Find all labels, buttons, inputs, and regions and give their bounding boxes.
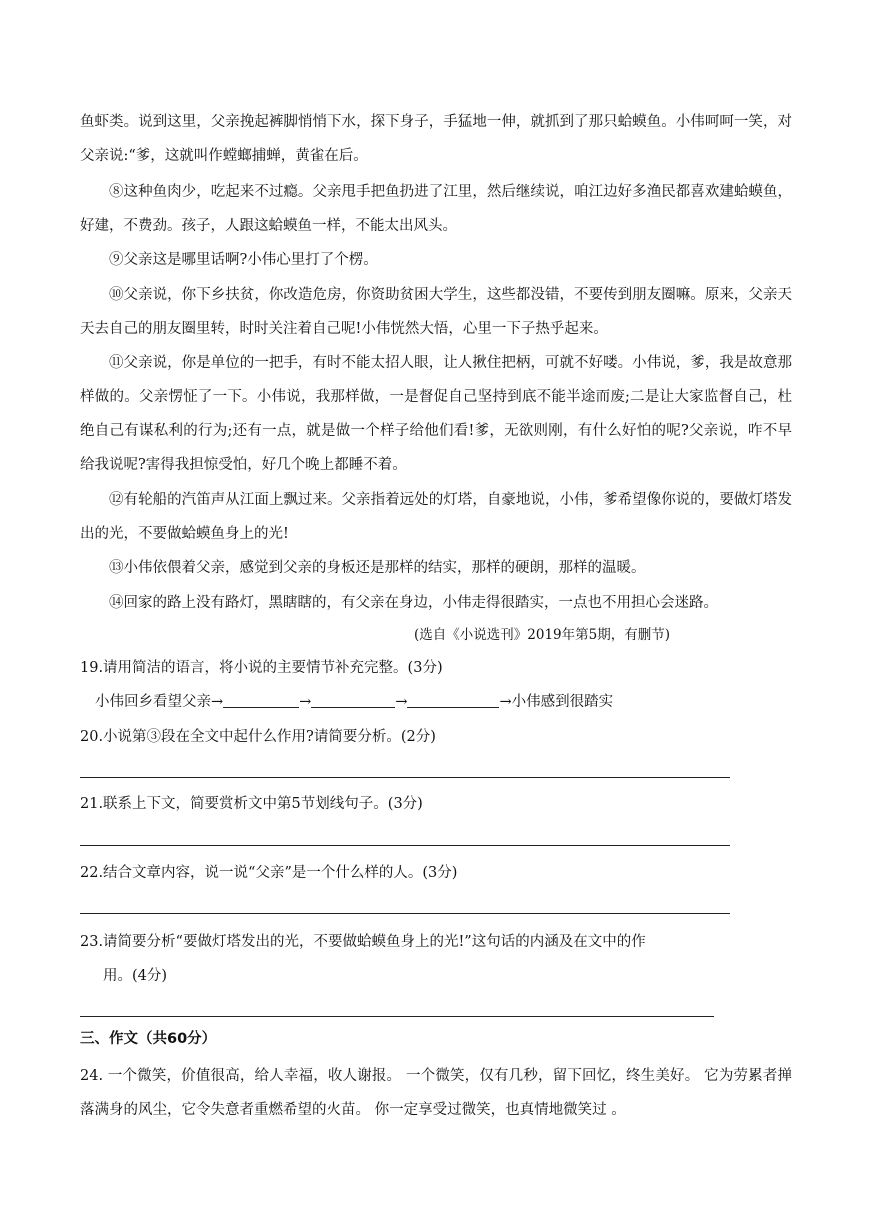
question-20: 20.小说第③段在全文中起什么作用?请简要分析。(2分) (80, 729, 436, 745)
plot-chain (95, 692, 613, 712)
question-21: 21.联系上下文，简要赏析文中第5节划线句子。(3分) (80, 796, 423, 812)
passage-paragraph-10: ⑩父亲说，你下乡扶贫，你改造危房，你资助贫困大学生，这些都没错，不要传到朋友圈嘛。原来，父亲天天去自己的朋友圈里转，时时关注着自己呢!小伟恍然大悟，心里一下子热乎起来。 (80, 287, 792, 337)
question-22: 22.结合文章内容，说一说“父亲”是一个什么样的人。(3分) (80, 865, 458, 881)
answer-line-20[interactable] (80, 777, 730, 778)
answer-line-23[interactable] (80, 1016, 714, 1017)
passage-paragraph-11: ⑪父亲说，你是单位的一把手，有时不能太招人眼，让人揪住把柄，可就不好喽。小伟说，爹，我是故意那样做的。父亲愣怔了一下。小伟说，我那样做，一是督促自己坚持到底不能半途而废;二是让大家监督自己，杜绝自己有谋私利的行为;还有一点，就是做一个样子给他们看!爹，无欲则刚，有什么好怕的呢?父亲说，咋不早给我说呢?害得我担惊受怕，好几个晚上都睡不着。 (80, 355, 792, 473)
question-24: 24. 一个微笑，价值很高，给人幸福，收人谢报。 一个微笑，仅有几秒，留下回忆，终生美好。 它为劳累者掸落满身的风尘，它令失意者重燃希望的火苗。 你一定享受过微笑，也真情地微笑过 。 (80, 1068, 792, 1118)
question-23-line-2: 用。(4分) (103, 968, 168, 984)
plot-blank-3[interactable] (407, 693, 499, 708)
passage-paragraph-9: ⑨父亲这是哪里话啊?小伟心里打了个楞。 (109, 252, 378, 268)
plot-end: →小伟感到很踏实 (499, 694, 614, 710)
question-23-line-1: 23.请简要分析“要做灯塔发出的光，不要做蛤蟆鱼身上的光!”这句话的内涵及在文中的作 (80, 934, 646, 950)
passage-paragraph-7-continued: 鱼虾类。说到这里，父亲挽起裤脚悄悄下水，探下身子，手猛地一伸，就抓到了那只蛤蟆鱼。小伟呵呵一笑，对父亲说:“爹，这就叫作螳螂捕蝉，黄雀在后。 (80, 114, 792, 164)
question-19: 19.请用简洁的语言，将小说的主要情节补充完整。(3分) (80, 660, 443, 676)
passage-paragraph-8: ⑧这种鱼肉少，吃起来不过瘾。父亲甩手把鱼扔进了江里，然后继续说，咱江边好多渔民都喜欢建蛤蟆鱼，好建，不费劲。孩子，人跟这蛤蟆鱼一样，不能太出风头。 (80, 184, 792, 234)
plot-start: 小伟回乡看望父亲→ (95, 694, 224, 710)
passage-paragraph-13: ⑬小伟依偎着父亲，感觉到父亲的身板还是那样的结实，那样的硬朗，那样的温暖。 (109, 560, 646, 576)
answer-line-22[interactable] (80, 913, 730, 914)
source-citation: (选自《小说选刊》2019年第5期，有删节) (414, 627, 670, 643)
section-heading-essay: 三、作文（共60分） (80, 1031, 217, 1047)
plot-blank-1[interactable] (223, 693, 299, 708)
answer-line-21[interactable] (80, 845, 730, 846)
plot-arrow-2: → (395, 694, 408, 710)
plot-blank-2[interactable] (311, 693, 395, 708)
passage-paragraph-12: ⑫有轮船的汽笛声从江面上飘过来。父亲指着远处的灯塔，自豪地说，小伟，爹希望像你说的，要做灯塔发出的光，不要做蛤蟆鱼身上的光! (80, 492, 792, 542)
plot-arrow-1: → (299, 694, 312, 710)
passage-paragraph-14: ⑭回家的路上没有路灯，黑瞎瞎的，有父亲在身边，小伟走得很踏实，一点也不用担心会迷路。 (109, 595, 718, 611)
